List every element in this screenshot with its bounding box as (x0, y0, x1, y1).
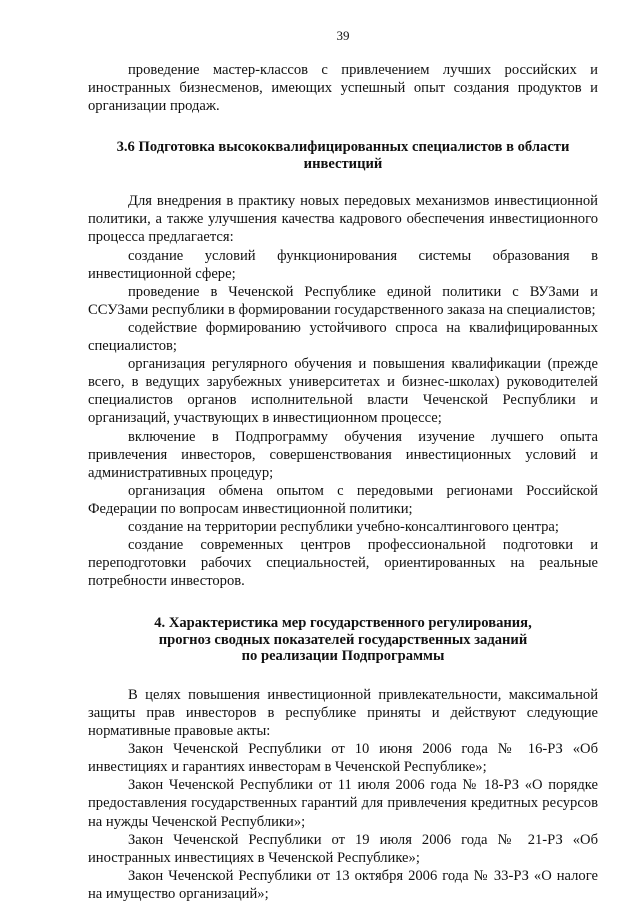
intro-paragraph: проведение мастер-классов с привлечением лучших российских и иностранных бизнесменов, имеющих успешный опыт создания продуктов и организации продаж. (88, 62, 598, 115)
section-4-title-line1: 4. Характеристика мер государственного регулирования, (154, 615, 532, 632)
section-3-6-paragraph: организация регулярного обучения и повышения квалификации (прежде всего, в ведущих зарубежных университетах и бизнес-школах) руководителей специалистов органов исполнительной власти Чеченской Республики и организаций, участвующих в инвестиционном процессе; (88, 356, 598, 427)
section-4-title-line3: по реализации Подпрограммы (241, 648, 445, 665)
section-4-paragraph: В целях повышения инвестиционной привлекательности, максимальной защиты прав инвесторов в республике приняты и действуют следующие нормативные правовые акты: (88, 686, 598, 740)
section-3-6-paragraph: организация обмена опытом с передовыми регионами Российской Федерации по вопросам инвестиционной политики; (88, 482, 598, 517)
section-3-6-paragraph: проведение в Чеченской Республике единой политики с ВУЗами и ССУЗами республики в формировании государственного заказа на специалистов; (88, 283, 598, 318)
section-3-6-heading (88, 139, 598, 172)
section-3-6-body (88, 192, 598, 590)
document-page (88, 28, 598, 903)
section-4-paragraph: Закон Чеченской Республики от 11 июля 2006 года № 18-РЗ «О порядке предоставления государственных гарантий для привлечения кредитных ресурсов на нужды Чеченской Республики»; (88, 777, 598, 830)
section-3-6-paragraph: создание условий функционирования системы образования в инвестиционной сфере; (88, 247, 598, 282)
section-4-body (88, 686, 598, 903)
section-4-paragraph: Закон Чеченской Республики от 13 октября 2006 года № 33-РЗ «О налоге на имущество организаций»; (88, 867, 598, 902)
section-4-title-line2: прогноз сводных показателей государственных заданий (158, 631, 528, 648)
section-3-6-paragraph: создание современных центров профессиональной подготовки и переподготовки рабочих специальностей, ориентированных на реальные потребности инвесторов. (88, 537, 598, 590)
section-4-paragraph: Закон Чеченской Республики от 19 июля 2006 года № 21-РЗ «Об иностранных инвестициях в Чеченской Республике»; (88, 831, 598, 866)
section-3-6-title-line2: инвестиций (303, 155, 383, 172)
section-3-6-paragraph: содействие формированию устойчивого спроса на квалифицированных специалистов; (88, 319, 598, 355)
section-4-paragraph: Закон Чеченской Республики от 10 июня 2006 года № 16-РЗ «Об инвестициях и гарантиях инвесторам в Чеченской Республике»; (88, 741, 598, 776)
section-4-heading (88, 615, 598, 665)
page-number: 39 (336, 28, 350, 43)
section-3-6-paragraph: Для внедрения в практику новых передовых механизмов инвестиционной политики, а также улучшения качества кадрового обеспечения инвестиционного процесса предлагается: (88, 193, 598, 246)
section-3-6-paragraph: включение в Подпрограмму обучения изучение лучшего опыта привлечения инвесторов, совершенствования инвестиционных условий и административных процедур; (88, 428, 598, 481)
section-3-6-paragraph: создание на территории республики учебно-консалтингового центра; (128, 518, 559, 535)
section-3-6-title-line1: 3.6 Подготовка высококвалифицированных специалистов в области (116, 139, 570, 156)
